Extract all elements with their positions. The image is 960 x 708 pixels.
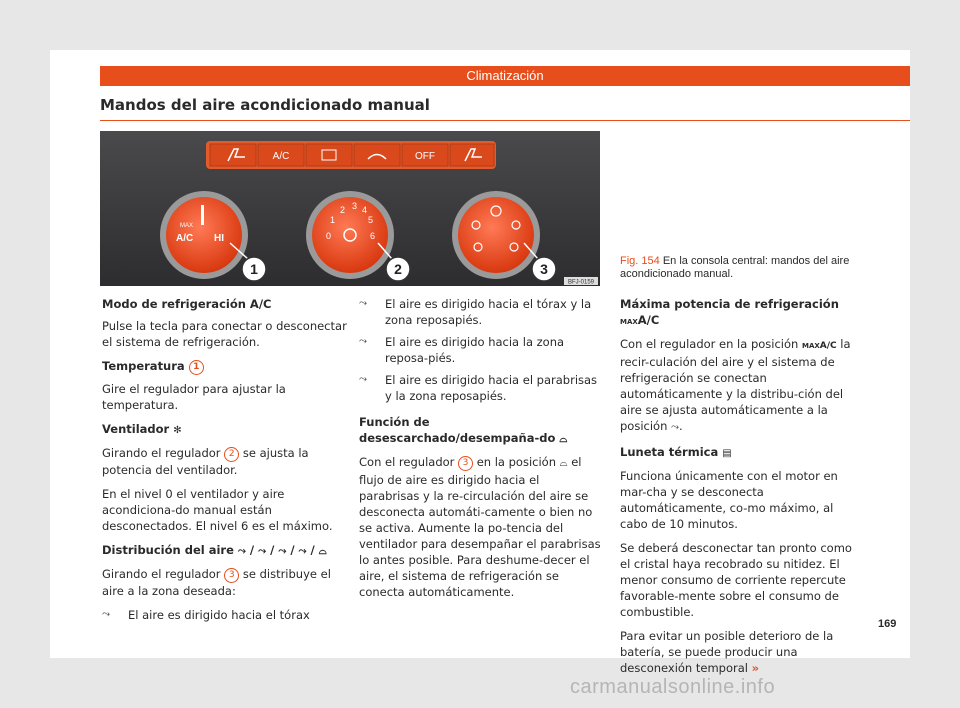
chest-airflow-icon: ⤳ [671, 422, 680, 433]
paragraph: Para evitar un posible deterioro de la batería, se puede producir una desconexión temporal » [620, 629, 834, 675]
text-column-2 [359, 296, 603, 608]
paragraph: Gire el regulador para ajustar la temperatura. [102, 382, 286, 412]
figure-number: Fig. 154 [620, 255, 660, 267]
svg-text:HI: HI [214, 233, 224, 244]
paragraph: Pulse la tecla para conectar o desconectar el sistema de refrigeración. [102, 319, 347, 349]
figure-caption [620, 255, 850, 281]
heading-air-distribution: Distribución del aire ⤳ / ⤳ / ⤳ / ⤳ / ⌓ [102, 542, 348, 560]
windshield-feet-airflow-icon: ⤳ [359, 374, 367, 385]
svg-text:6: 6 [370, 231, 376, 241]
defrost-icon: ⌓ [559, 434, 568, 445]
svg-text:MAX: MAX [180, 223, 194, 229]
text-column-1 [102, 296, 348, 629]
text-column-3 [620, 296, 860, 684]
svg-text:0: 0 [326, 231, 332, 241]
heading-temperature: Temperatura 1 [102, 358, 348, 375]
svg-text:1: 1 [250, 261, 258, 277]
heading-rear-defrost: Luneta térmica ▤ [620, 444, 860, 462]
windshield-feet-airflow-icon: ⤳ [298, 546, 307, 557]
svg-text:3: 3 [540, 261, 548, 277]
feet-airflow-icon: ⤳ [359, 336, 367, 347]
rear-window-heater-icon: ▤ [722, 448, 732, 459]
chest-feet-airflow-icon: ⤳ [359, 298, 367, 309]
paragraph: Con el regulador 3 en la posición ⌓ el flujo de aire es dirigido hacia el parabrisas y la re-circulación del aire se desconecta automáti-camente o bien no se activa. Aumente la po-tencia del ventilador para desempañar el parabrisas lo antes posible. Para deshume-decer el aire, el sistema de refrigeración se conecta automáticamente. [359, 455, 601, 599]
callout-badge: 3 [224, 568, 239, 583]
list-item: ⤳ El aire es dirigido hacia la zona reposa-piés. [359, 335, 565, 365]
svg-text:2: 2 [340, 205, 346, 215]
figure-code: BFJ-0159 [567, 279, 595, 286]
list-item: ⤳ El aire es dirigido hacia el parabrisas y la zona reposapiés. [359, 373, 598, 403]
button-row [210, 144, 494, 166]
paragraph: Funciona únicamente con el motor en mar-cha y se desconecta automáticamente, co-mo máximo, al cabo de 10 minutos. [620, 469, 838, 531]
paragraph: Girando el regulador 3 se distribuye el aire a la zona deseada: [102, 567, 331, 598]
chapter-header: Climatización [100, 66, 910, 86]
svg-text:4: 4 [362, 205, 368, 215]
title-divider [100, 120, 910, 121]
ac-control-panel-figure [100, 131, 600, 286]
svg-text:3: 3 [352, 201, 358, 211]
feet-airflow-icon: ⤳ [278, 546, 287, 557]
svg-text:A/C: A/C [176, 233, 194, 244]
fan-knob [306, 191, 394, 279]
paragraph: Girando el regulador 2 se ajusta la potencia del ventilador. [102, 446, 309, 477]
fan-icon: ✻ [173, 425, 182, 436]
ac-button-label: A/C [272, 151, 290, 162]
page-number: 169 [878, 618, 897, 630]
list-item: ⤳ El aire es dirigido hacia el tórax y la zona reposapiés. [359, 297, 592, 327]
chest-feet-airflow-icon: ⤳ [258, 546, 267, 557]
callout-badge: 1 [189, 360, 204, 375]
watermark: carmanualsonline.info [570, 676, 776, 698]
chest-airflow-icon: ⤳ [237, 546, 246, 557]
section-title: Mandos del aire acondicionado manual [100, 96, 430, 114]
heading-max-cooling: Máxima potencia de refrigeración MAXA/C [620, 297, 839, 327]
continue-marker: » [751, 661, 760, 675]
heading-fan: Ventilador ✻ [102, 421, 348, 439]
temperature-knob [160, 191, 248, 279]
chest-airflow-icon: ⤳ [102, 609, 110, 620]
figure-caption-text: En la consola central: mandos del aire acondicionado manual. [620, 255, 850, 280]
air-distribution-knob [452, 191, 540, 279]
list-item: ⤳ El aire es dirigido hacia el tórax [102, 608, 310, 622]
svg-text:2: 2 [394, 261, 402, 277]
svg-text:1: 1 [330, 215, 336, 225]
defrost-icon: ⌓ [559, 458, 568, 469]
defrost-icon: ⌓ [318, 546, 327, 557]
callout-badge: 2 [224, 447, 239, 462]
callout-badge: 3 [458, 456, 473, 471]
paragraph: Se deberá desconectar tan pronto como el cristal haya recobrado su nitidez. El menor consumo de corriente repercute favorable-mente sobre el consumo de combustible. [620, 541, 852, 619]
off-button-label: OFF [415, 151, 435, 162]
heading-cooling-mode: Modo de refrigeración A/C [102, 297, 272, 311]
svg-text:5: 5 [368, 215, 374, 225]
heading-defrost: Función de desescarchado/desempaña-do ⌓ [359, 414, 603, 448]
paragraph: Con el regulador en la posición MAXA/C la recir-culación del aire y el sistema de refrigeración se conectan automáticamente y la distribu-ción del aire se ajusta automáticamente a la posición ⤳. [620, 336, 860, 436]
paragraph: En el nivel 0 el ventilador y aire acondiciona-do manual están desconectados. El nivel 6 es el máximo. [102, 487, 333, 533]
